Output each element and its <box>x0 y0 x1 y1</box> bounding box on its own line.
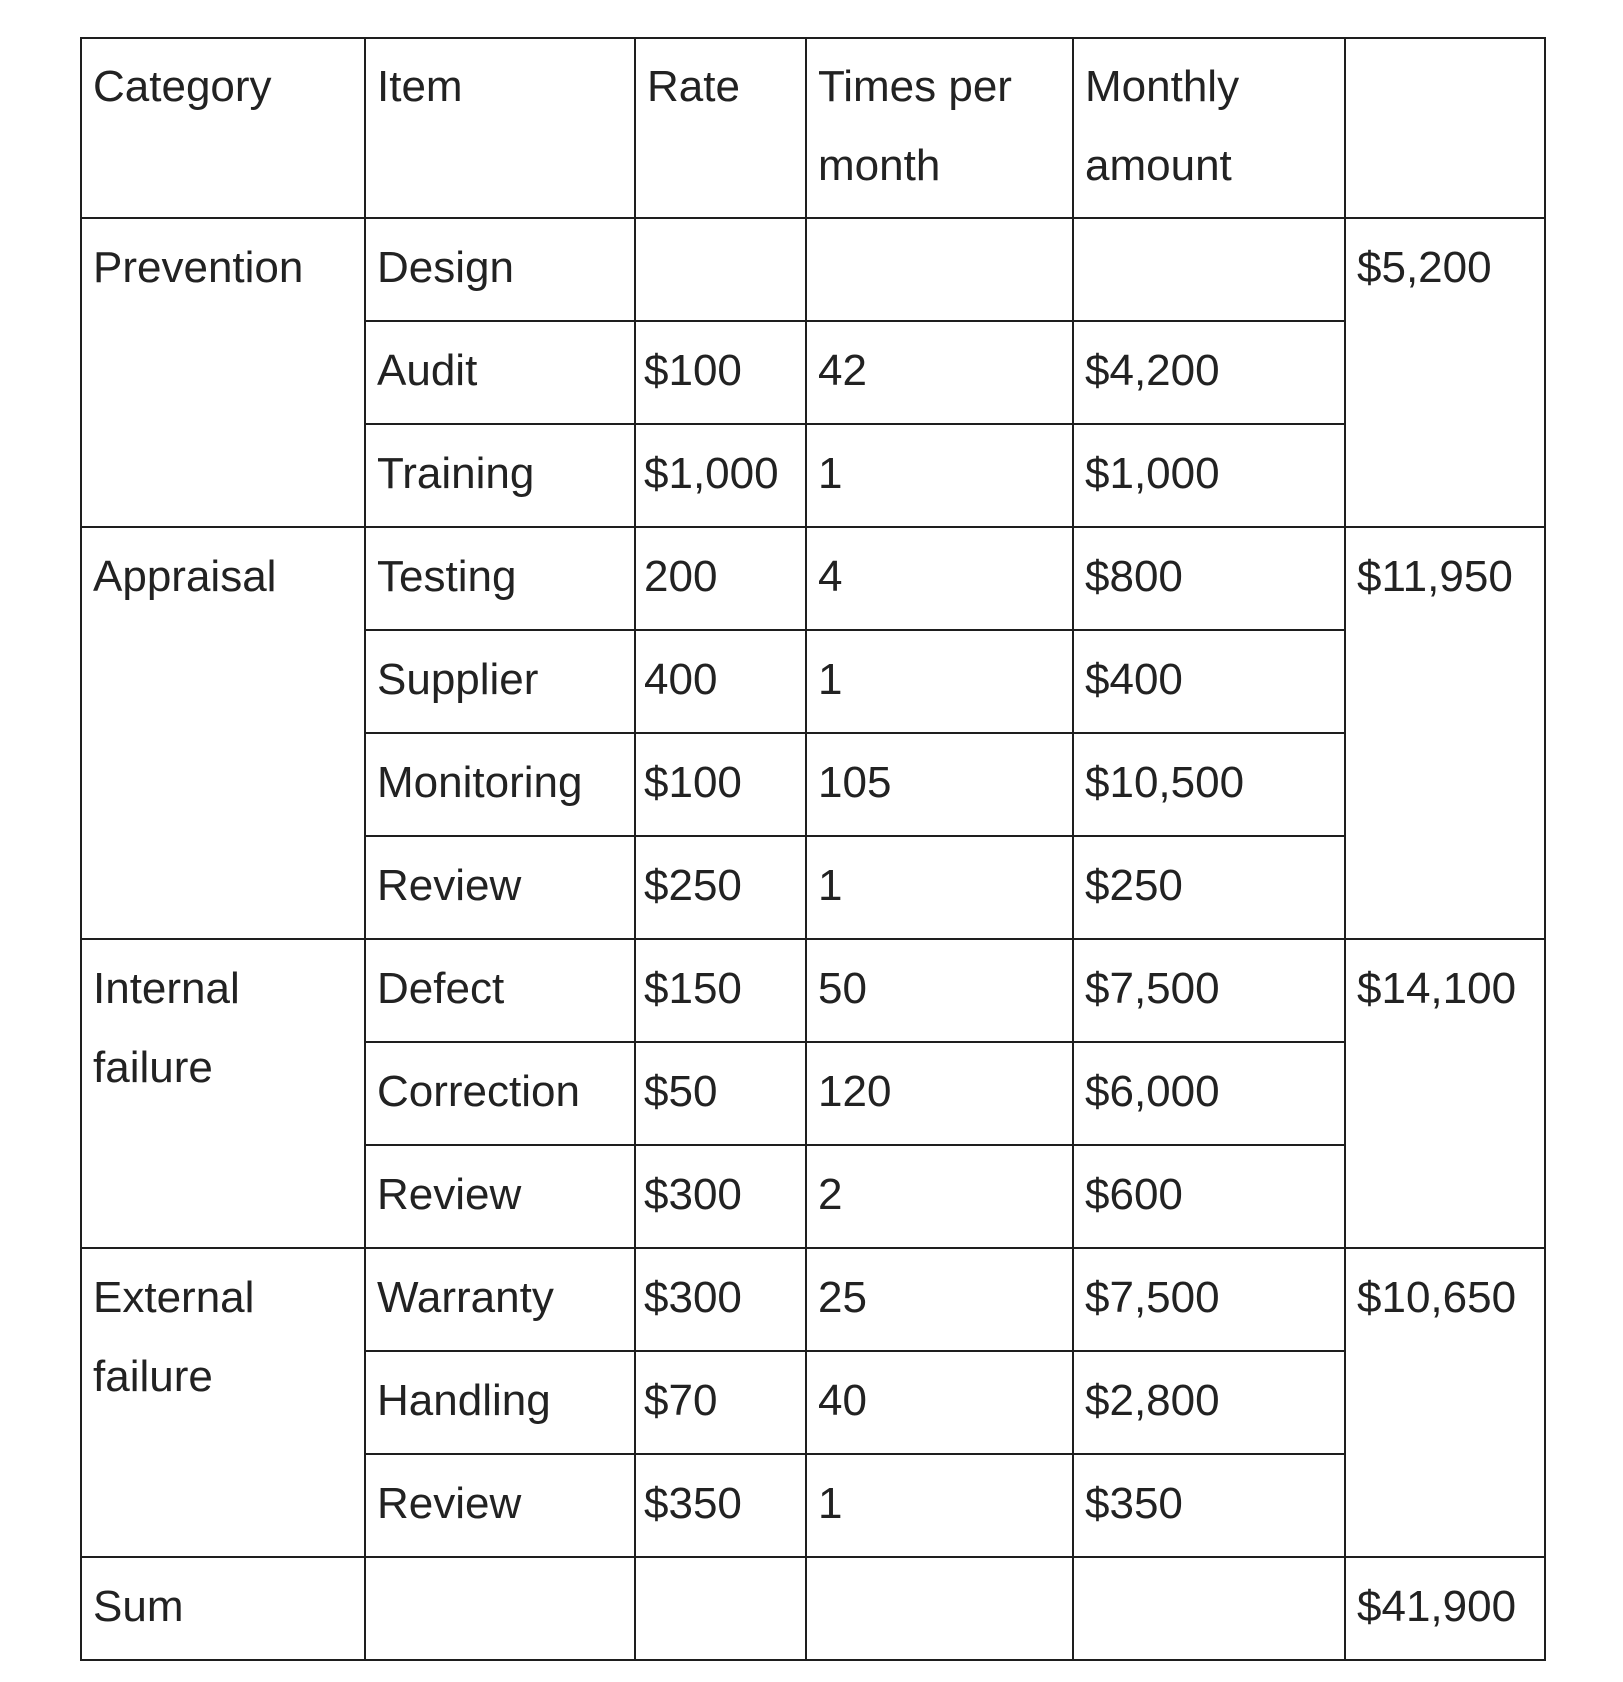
rate-cell: $250 <box>635 836 806 939</box>
category-cell: Prevention <box>81 218 365 527</box>
header-times-per-month: Times per month <box>806 38 1073 218</box>
times-cell: 2 <box>806 1145 1073 1248</box>
header-monthly-amount: Monthly amount <box>1073 38 1345 218</box>
times-cell: 105 <box>806 733 1073 836</box>
table-row <box>81 939 1545 1042</box>
category-total-cell: $10,650 <box>1345 1248 1545 1557</box>
category-cell: External failure <box>81 1248 365 1557</box>
times-cell: 4 <box>806 527 1073 630</box>
rate-cell <box>635 218 806 321</box>
rate-cell: 400 <box>635 630 806 733</box>
rate-cell: $50 <box>635 1042 806 1145</box>
item-cell: Review <box>365 836 635 939</box>
quality-cost-table <box>80 37 1546 1661</box>
times-cell: 1 <box>806 630 1073 733</box>
rate-cell: $350 <box>635 1454 806 1557</box>
amount-cell: $1,000 <box>1073 424 1345 527</box>
item-cell: Monitoring <box>365 733 635 836</box>
times-cell: 50 <box>806 939 1073 1042</box>
amount-cell: $2,800 <box>1073 1351 1345 1454</box>
item-cell: Design <box>365 218 635 321</box>
header-item: Item <box>365 38 635 218</box>
rate-cell: $100 <box>635 321 806 424</box>
item-cell: Review <box>365 1145 635 1248</box>
item-cell: Correction <box>365 1042 635 1145</box>
times-cell: 1 <box>806 836 1073 939</box>
rate-cell: 200 <box>635 527 806 630</box>
amount-cell: $600 <box>1073 1145 1345 1248</box>
amount-cell: $250 <box>1073 836 1345 939</box>
header-category: Category <box>81 38 365 218</box>
header-row <box>81 38 1545 218</box>
item-cell: Defect <box>365 939 635 1042</box>
amount-cell: $10,500 <box>1073 733 1345 836</box>
times-cell <box>806 218 1073 321</box>
amount-cell: $7,500 <box>1073 1248 1345 1351</box>
rate-cell: $1,000 <box>635 424 806 527</box>
rate-cell: $300 <box>635 1248 806 1351</box>
amount-cell: $400 <box>1073 630 1345 733</box>
amount-cell: $6,000 <box>1073 1042 1345 1145</box>
rate-cell <box>635 1557 806 1660</box>
category-total-cell: $11,950 <box>1345 527 1545 939</box>
rate-cell: $300 <box>635 1145 806 1248</box>
item-cell: Review <box>365 1454 635 1557</box>
item-cell: Testing <box>365 527 635 630</box>
amount-cell <box>1073 1557 1345 1660</box>
item-cell <box>365 1557 635 1660</box>
table-row <box>81 527 1545 630</box>
times-cell: 40 <box>806 1351 1073 1454</box>
amount-cell: $800 <box>1073 527 1345 630</box>
times-cell: 25 <box>806 1248 1073 1351</box>
item-cell: Handling <box>365 1351 635 1454</box>
rate-cell: $100 <box>635 733 806 836</box>
category-cell: Internal failure <box>81 939 365 1248</box>
item-cell: Supplier <box>365 630 635 733</box>
header-total <box>1345 38 1545 218</box>
times-cell <box>806 1557 1073 1660</box>
sum-label: Sum <box>81 1557 365 1660</box>
amount-cell: $7,500 <box>1073 939 1345 1042</box>
item-cell: Audit <box>365 321 635 424</box>
table-row <box>81 218 1545 321</box>
category-total-cell: $5,200 <box>1345 218 1545 527</box>
header-rate: Rate <box>635 38 806 218</box>
times-cell: 42 <box>806 321 1073 424</box>
category-cell: Appraisal <box>81 527 365 939</box>
grand-total-cell: $41,900 <box>1345 1557 1545 1660</box>
amount-cell: $350 <box>1073 1454 1345 1557</box>
times-cell: 120 <box>806 1042 1073 1145</box>
amount-cell: $4,200 <box>1073 321 1345 424</box>
item-cell: Warranty <box>365 1248 635 1351</box>
sum-row <box>81 1557 1545 1660</box>
rate-cell: $150 <box>635 939 806 1042</box>
table-row <box>81 1248 1545 1351</box>
amount-cell <box>1073 218 1345 321</box>
rate-cell: $70 <box>635 1351 806 1454</box>
times-cell: 1 <box>806 1454 1073 1557</box>
item-cell: Training <box>365 424 635 527</box>
category-total-cell: $14,100 <box>1345 939 1545 1248</box>
times-cell: 1 <box>806 424 1073 527</box>
